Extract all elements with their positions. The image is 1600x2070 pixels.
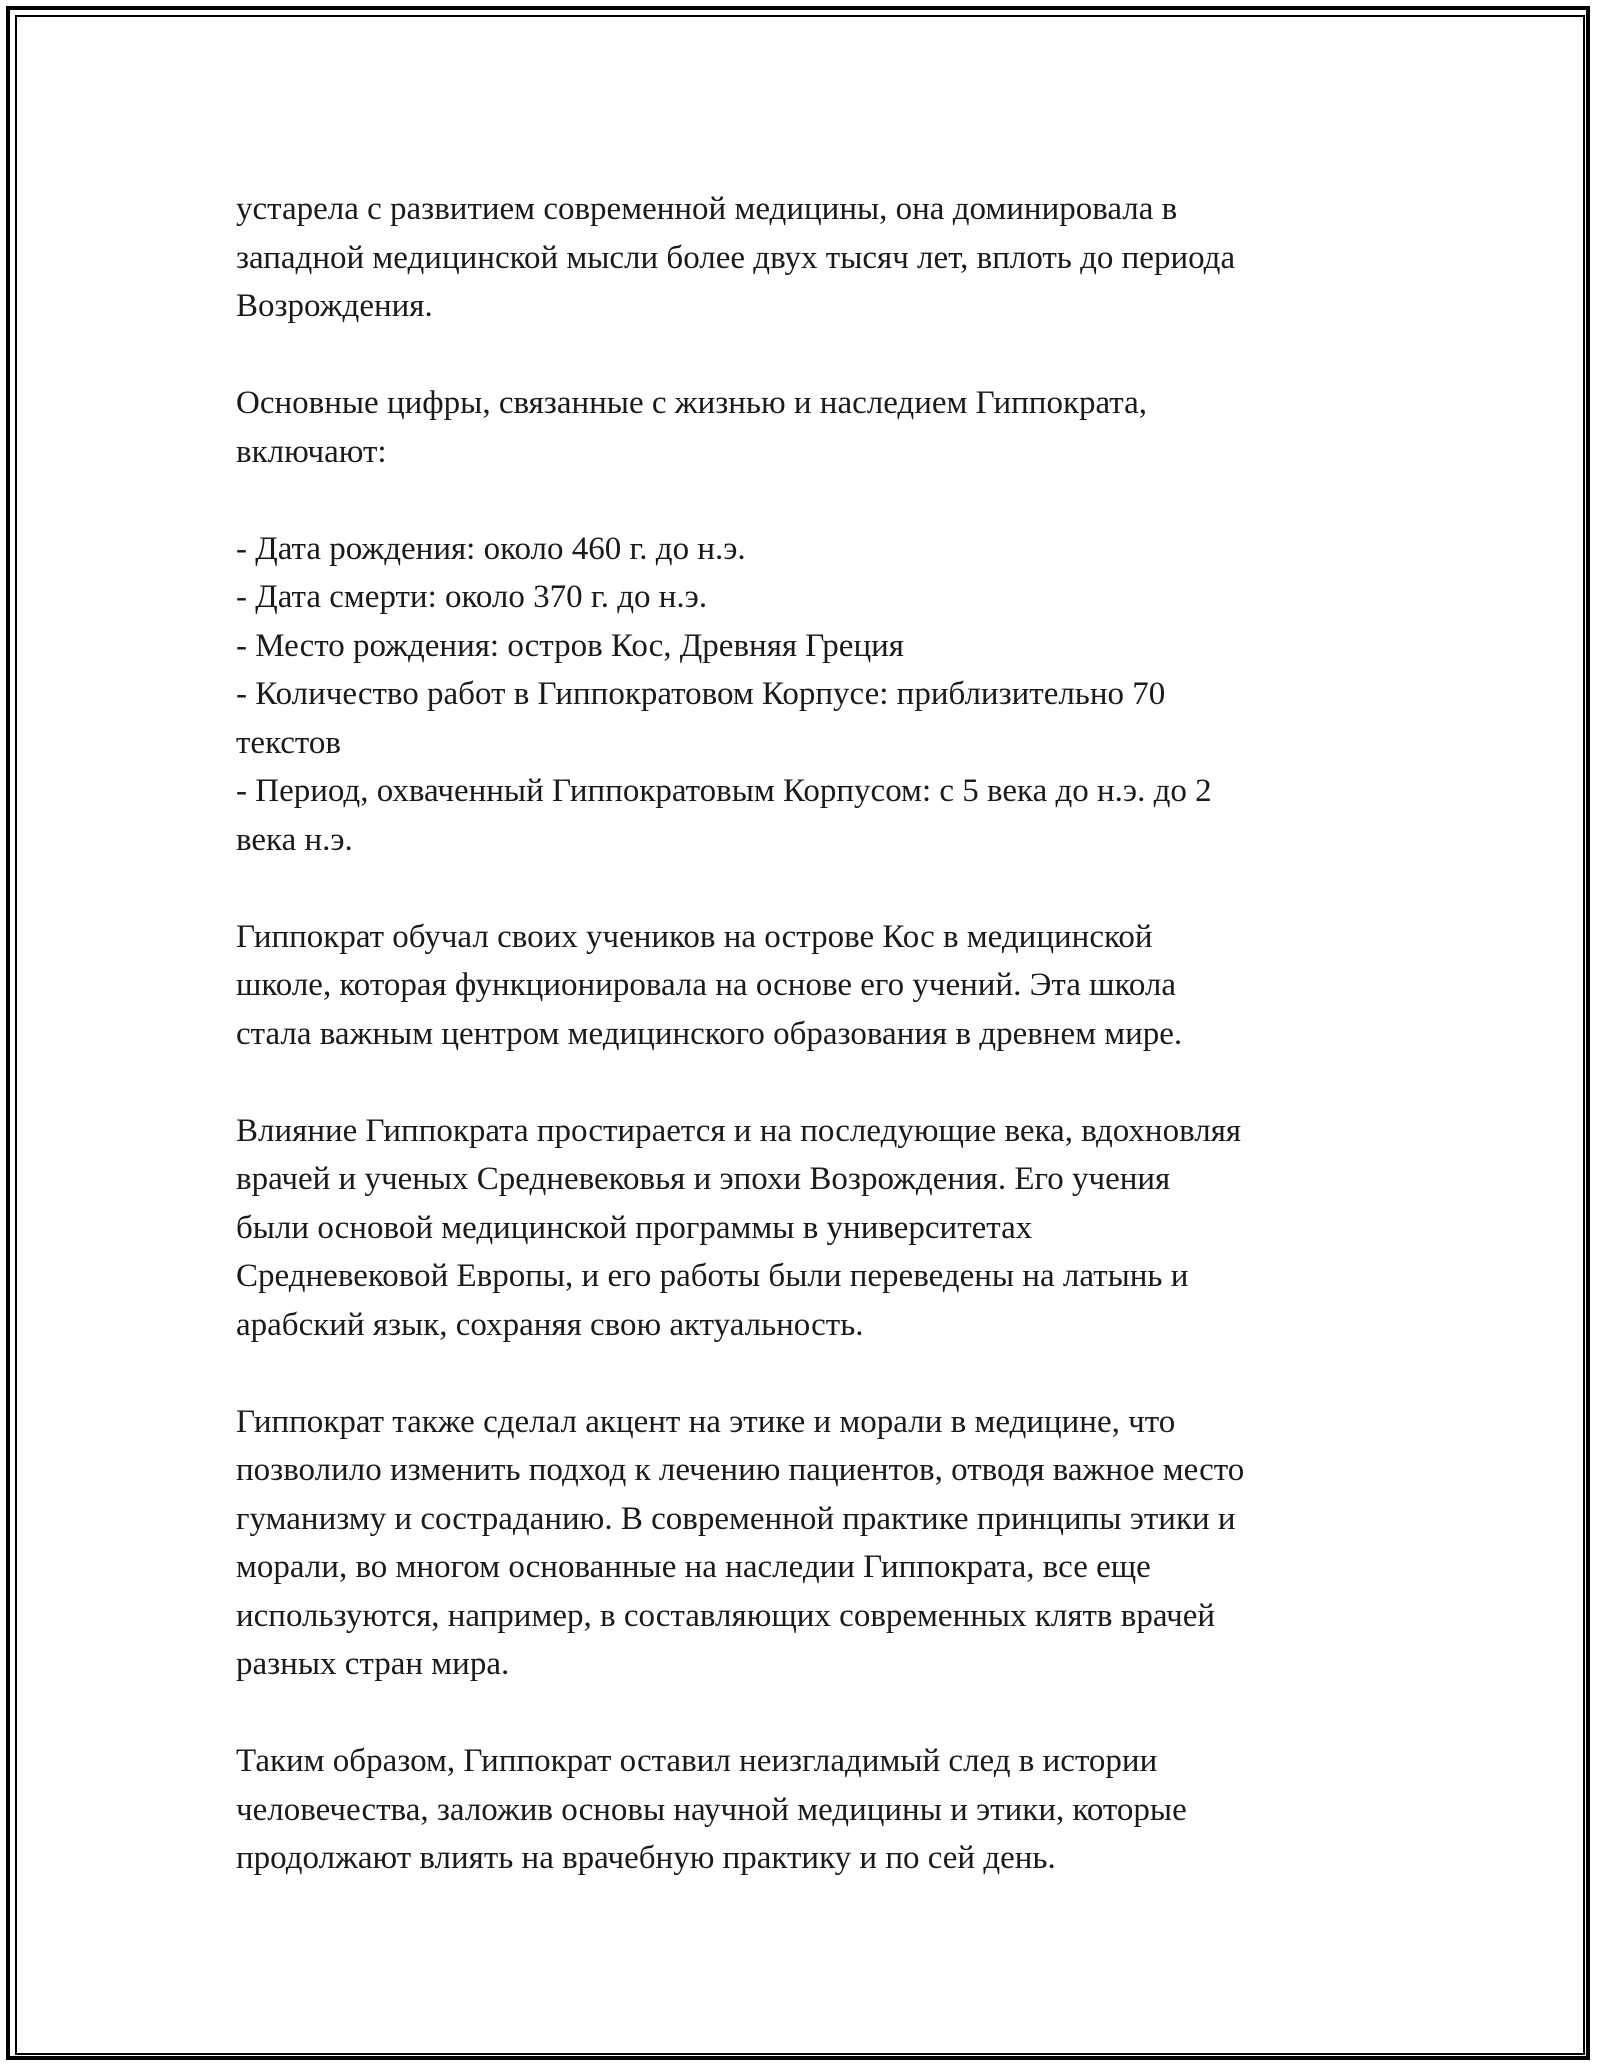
list-item-corpus-count: - Количество работ в Гиппократовом Корпусе: приблизительно 70 текстов [236, 676, 1166, 761]
paragraph-medicine-dominance: устарела с развитием современной медицины, она доминировала в западной медицинской мысли более двух тысяч лет, вплоть до периода Возрождения. [236, 191, 1236, 324]
list-item-birth-date: - Дата рождения: около 460 г. до н.э. [236, 530, 746, 567]
paragraph-key-figures-intro: Основные цифры, связанные с жизнью и наследием Гиппократа, включают: [236, 385, 1147, 470]
paragraph-influence: Влияние Гиппократа простирается и на последующие века, вдохновляя врачей и ученых Средневековья и эпохи Возрождения. Его учения были основой медицинской программы в университетах Средневековой Европы, и его работы были переведены на латынь и арабский язык, сохраняя свою актуальность. [236, 1112, 1242, 1343]
list-item-birthplace: - Место рождения: остров Кос, Древняя Греция [236, 627, 904, 664]
list-item-death-date: - Дата смерти: около 370 г. до н.э. [236, 579, 708, 615]
paragraph-conclusion: Таким образом, Гиппократ оставил неизгладимый след в истории человечества, заложив основы научной медицины и этики, которые продолжают влиять на врачебную практику и по сей день. [236, 1743, 1187, 1876]
document-body [236, 185, 1386, 1931]
key-figures-list [236, 525, 1386, 865]
paragraph-kos-school: Гиппократ обучал своих учеников на острове Кос в медицинской школе, которая функционировала на основе его учений. Эта школа стала важным центром медицинского образования в древнем мире. [236, 918, 1183, 1052]
paragraph-ethics: Гиппократ также сделал акцент на этике и морали в медицине, что позволило изменить подход к лечению пациентов, отводя важное место гуманизму и состраданию. В современной практике принципы этики и морали, во многом основанные на наследии Гиппократа, все еще используются, например, в составляющих современных клятв врачей разных стран мира. [236, 1403, 1245, 1682]
list-item-corpus-period: - Период, охваченный Гиппократовым Корпусом: с 5 века до н.э. до 2 века н.э. [236, 773, 1212, 858]
